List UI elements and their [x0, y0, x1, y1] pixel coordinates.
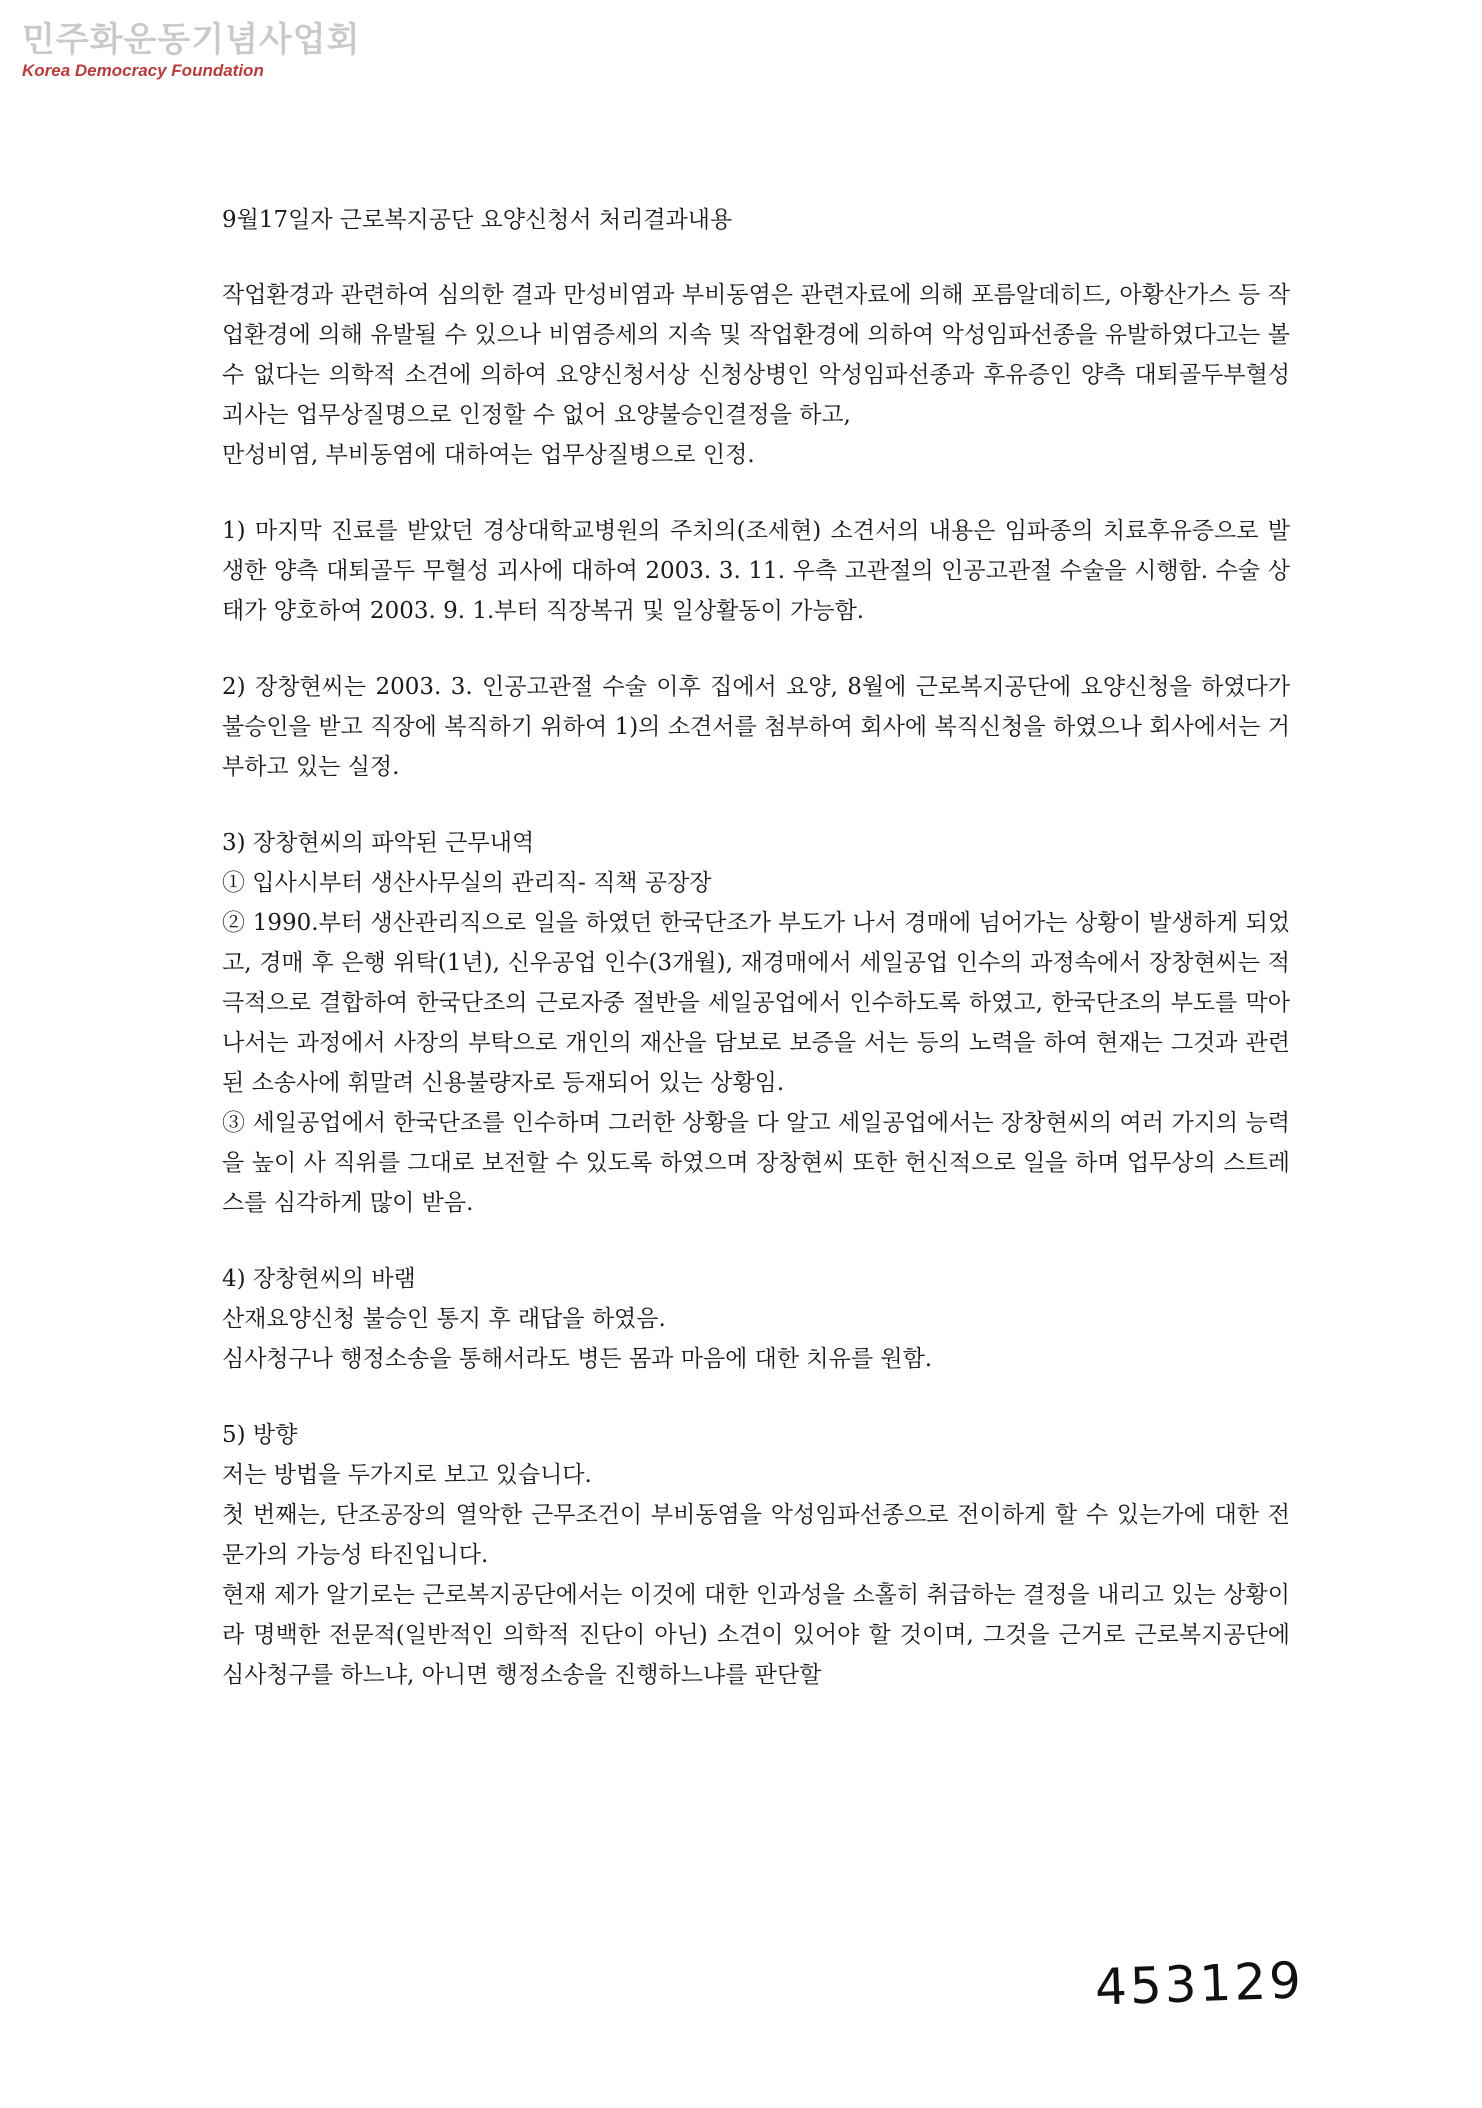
handwritten-page-number: 453129 — [1094, 1951, 1305, 2017]
document-body — [222, 200, 1290, 1695]
section-4-line-1: 산재요양신청 불승인 통지 후 래답을 하였음. — [222, 1306, 666, 1332]
intro-paragraph: 작업환경과 관련하여 심의한 결과 만성비염과 부비동염은 관련자료에 의해 포름알데히드, 아황산가스 등 작업환경에 의해 유발될 수 있으나 비염증세의 지속 및 작업환경에 의하여 악성임파선종을 유발하였다고는 볼 수 없다는 의학적 소견에 의하여 요양신청서상 신청상병인 악성임파선종과 후유증인 양측 대퇴골두부혈성괴사는 업무상질명으로 인정할 수 없어 요양불승인결정을 하고, — [222, 282, 1290, 428]
foundation-logo — [22, 20, 360, 81]
logo-english-text: Korea Democracy Foundation — [22, 61, 264, 80]
section-3-heading: 3) 장창현씨의 파악된 근무내역 — [222, 830, 535, 856]
section-5-line-3: 현재 제가 알기로는 근로복지공단에서는 이것에 대한 인과성을 소홀히 취급하는 결정을 내리고 있는 상황이라 명백한 전문적(일반적인 의학적 진단이 아닌) 소견이 있어야 할 것이며, 그것을 근거로 근로복지공단에 심사청구를 하느냐, 아니면 행정소송을 진행하느냐를 판단할 — [222, 1582, 1290, 1688]
section-5-heading: 5) 방향 — [222, 1422, 298, 1448]
section-3-item-3: ③ 세일공업에서 한국단조를 인수하며 그러한 상황을 다 알고 세일공업에서는 장창현씨의 여러 가지의 능력을 높이 사 직위를 그대로 보전할 수 있도록 하였으며 장창현씨 또한 헌신적으로 일을 하며 업무상의 스트레스를 심각하게 많이 받음. — [222, 1110, 1290, 1216]
section-3-item-1: ① 입사시부터 생산사무실의 관리직- 직책 공장장 — [222, 870, 712, 896]
section-1-paragraph: 1) 마지막 진료를 받았던 경상대학교병원의 주치의(조세현) 소견서의 내용은 임파종의 치료후유증으로 발생한 양측 대퇴골두 무혈성 괴사에 대하여 2003. 3. 11. 우측 고관절의 인공고관절 수술을 시행함. 수술 상태가 양호하여 2003. 9. 1.부터 직장복귀 및 일상활동이 가능함. — [222, 518, 1290, 624]
section-5-line-1: 저는 방법을 두가지로 보고 있습니다. — [222, 1462, 592, 1488]
section-5-line-2: 첫 번째는, 단조공장의 열악한 근무조건이 부비동염을 악성임파선종으로 전이하게 할 수 있는가에 대한 전문가의 가능성 타진입니다. — [222, 1502, 1290, 1568]
section-3-item-2: ② 1990.부터 생산관리직으로 일을 하였던 한국단조가 부도가 나서 경매에 넘어가는 상황이 발생하게 되었고, 경매 후 은행 위탁(1년), 신우공업 인수(3개월), 재경매에서 세일공업 인수의 과정속에서 장창현씨는 적극적으로 결합하여 한국단조의 근로자중 절반을 세일공업에서 인수하도록 하였고, 한국단조의 부도를 막아나서는 과정에서 사장의 부탁으로 개인의 재산을 담보로 보증을 서는 등의 노력을 하여 현재는 그것과 관련된 소송사에 휘말려 신용불량자로 등재되어 있는 상황임. — [222, 910, 1290, 1096]
logo-korean-text: 민주화운동기념사업회 — [22, 20, 361, 60]
document-title: 9월17일자 근로복지공단 요양신청서 처리결과내용 — [222, 207, 733, 233]
section-4-line-2: 심사청구나 행정소송을 통해서라도 병든 몸과 마음에 대한 치유를 원함. — [222, 1346, 933, 1372]
section-2-paragraph: 2) 장창현씨는 2003. 3. 인공고관절 수술 이후 집에서 요양, 8월에 근로복지공단에 요양신청을 하였다가 불승인을 받고 직장에 복직하기 위하여 1)의 소견서를 첨부하여 회사에 복직신청을 하였으나 회사에서는 거부하고 있는 실정. — [222, 674, 1290, 780]
intro-conclusion: 만성비염, 부비동염에 대하여는 업무상질병으로 인정. — [222, 442, 755, 468]
section-4-heading: 4) 장창현씨의 바램 — [222, 1266, 416, 1292]
